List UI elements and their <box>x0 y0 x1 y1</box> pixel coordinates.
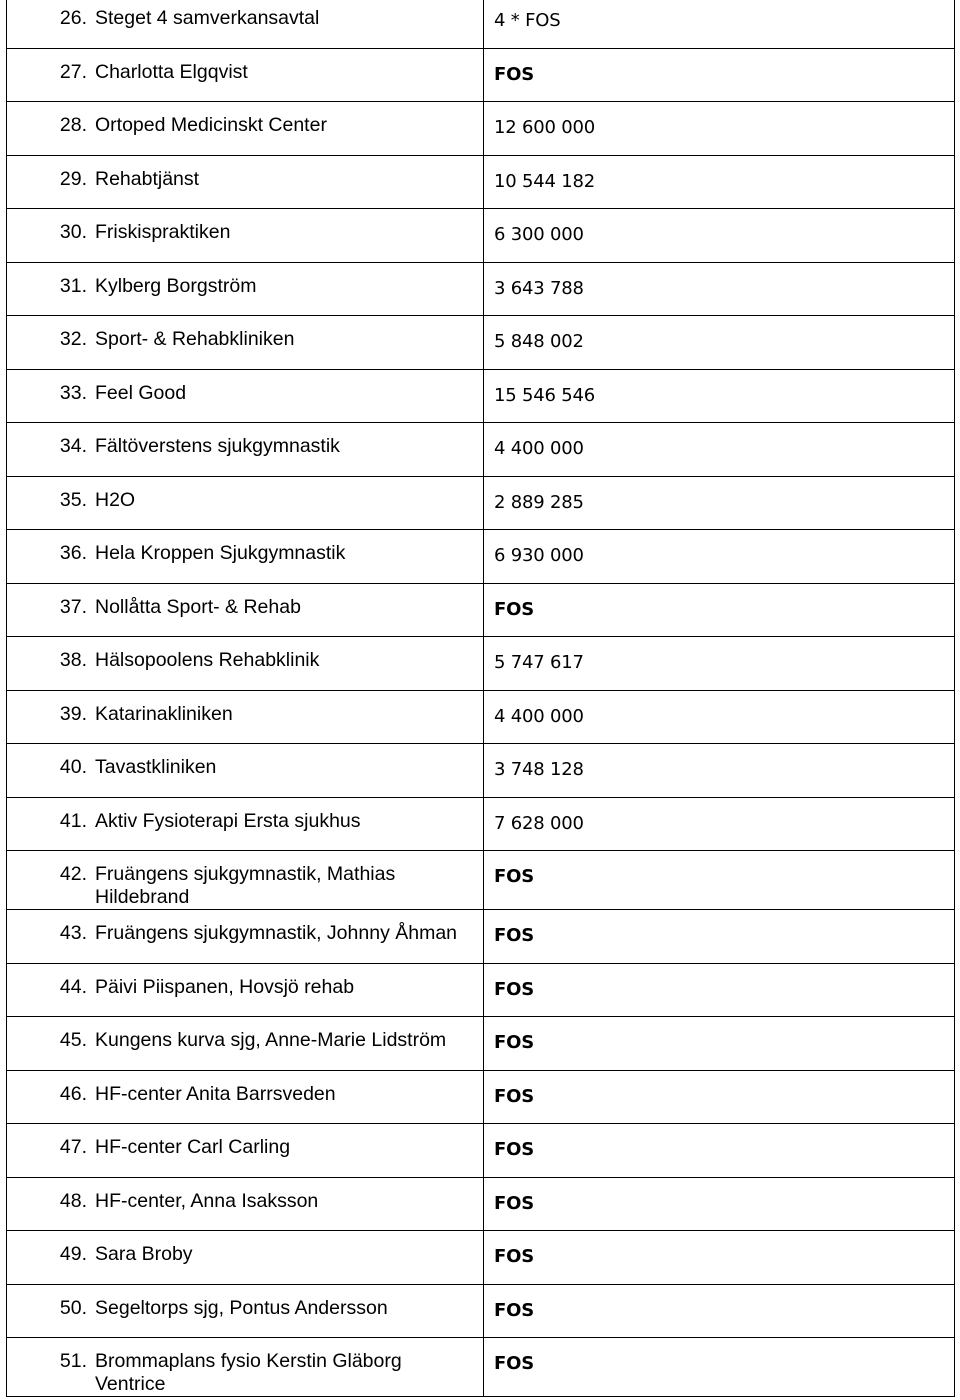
provider-entry <box>7 744 483 779</box>
amount-value: FOS <box>494 1192 534 1214</box>
provider-name: H2O <box>95 488 136 511</box>
provider-name: HF-center Carl Carling <box>95 1136 291 1158</box>
row-number: 50. <box>59 1296 87 1319</box>
provider-name: Hälsopoolens Rehabklinik <box>95 649 320 671</box>
table-row <box>7 1017 955 1071</box>
provider-name: Aktiv Fysioterapi Ersta sjukhus <box>95 809 361 832</box>
amount-cell <box>484 262 955 316</box>
provider-name: HF-center, Anna Isaksson <box>95 1189 319 1212</box>
amount-value: 12 600 000 <box>494 117 596 138</box>
provider-entry <box>7 1124 483 1159</box>
amount-value: 6 930 000 <box>494 545 584 566</box>
amount-value: FOS <box>494 598 534 620</box>
amount-value: 5 747 617 <box>494 652 584 673</box>
amount-value: 4 * FOS <box>494 10 561 31</box>
amount-cell <box>484 1017 955 1071</box>
provider-name-cell <box>7 48 484 102</box>
amount-cell <box>484 583 955 637</box>
provider-name: Rehabtjänst <box>95 167 200 190</box>
amount-cell <box>484 637 955 691</box>
amount-cell <box>484 209 955 263</box>
amount-cell <box>484 1070 955 1124</box>
provider-entry <box>7 263 483 298</box>
row-number: 43. <box>59 922 87 944</box>
row-number: 27. <box>59 60 87 83</box>
amount-cell <box>484 963 955 1017</box>
amount-value: 4 400 000 <box>494 705 584 727</box>
row-number: 31. <box>59 274 87 297</box>
provider-name-cell <box>7 690 484 744</box>
amount-value: FOS <box>494 1353 534 1374</box>
row-number: 30. <box>59 221 87 243</box>
amount-cell <box>484 316 955 370</box>
provider-name-cell <box>7 797 484 851</box>
provider-entry <box>7 798 483 833</box>
provider-name: Segeltorps sjg, Pontus Andersson <box>95 1296 388 1319</box>
row-number: 34. <box>59 435 87 457</box>
table-row <box>7 583 955 637</box>
provider-table-body <box>7 0 955 1397</box>
provider-name-cell <box>7 1338 484 1397</box>
table-row <box>7 963 955 1017</box>
provider-name-cell <box>7 851 484 910</box>
row-number: 29. <box>59 167 87 190</box>
provider-name: Sport- & Rehabkliniken <box>95 328 295 350</box>
provider-name: Katarinakliniken <box>95 702 233 725</box>
table-row <box>7 637 955 691</box>
table-row <box>7 851 955 910</box>
row-number: 51. <box>59 1350 87 1372</box>
provider-name: Friskispraktiken <box>95 221 231 243</box>
table-row <box>7 1284 955 1338</box>
provider-name-cell <box>7 963 484 1017</box>
amount-value: FOS <box>494 978 534 1000</box>
amount-value: 5 848 002 <box>494 331 584 352</box>
provider-entry <box>7 637 483 672</box>
row-number: 44. <box>59 975 87 998</box>
provider-name: Charlotta Elgqvist <box>95 60 248 83</box>
row-number: 42. <box>59 863 87 885</box>
provider-name-cell <box>7 1017 484 1071</box>
provider-entry <box>7 49 483 84</box>
provider-entry <box>7 423 483 458</box>
amount-cell <box>484 476 955 530</box>
provider-name: Fruängens sjukgymnastik, Johnny Åhman <box>95 922 458 944</box>
provider-entry <box>7 370 483 405</box>
amount-value: FOS <box>494 1085 534 1107</box>
provider-name: Fältöverstens sjukgymnastik <box>95 435 340 457</box>
amount-value: FOS <box>494 1032 534 1053</box>
amount-value: 3 748 128 <box>494 759 584 780</box>
table-row <box>7 690 955 744</box>
table-row <box>7 1338 955 1397</box>
amount-value: 4 400 000 <box>494 438 584 459</box>
amount-value: 10 544 182 <box>494 170 596 192</box>
provider-name: Brommaplans fysio Kerstin Gläborg Ventrice <box>95 1350 402 1395</box>
table-row <box>7 48 955 102</box>
provider-name-cell <box>7 583 484 637</box>
amount-value: 15 546 546 <box>494 384 596 406</box>
provider-name-cell <box>7 744 484 798</box>
provider-name-cell <box>7 316 484 370</box>
provider-name: HF-center Anita Barrsveden <box>95 1082 336 1105</box>
provider-name-cell <box>7 369 484 423</box>
provider-entry <box>7 477 483 512</box>
provider-name-cell <box>7 423 484 477</box>
provider-name: Fruängens sjukgymnastik, Mathias Hildebrand <box>95 863 396 908</box>
provider-name-cell <box>7 102 484 156</box>
provider-name-cell <box>7 637 484 691</box>
provider-name: Kungens kurva sjg, Anne-Marie Lidström <box>95 1029 447 1051</box>
provider-entry <box>7 851 483 909</box>
table-row <box>7 262 955 316</box>
row-number: 28. <box>59 114 87 136</box>
provider-entry <box>7 1338 483 1396</box>
amount-cell <box>484 1338 955 1397</box>
row-number: 37. <box>59 595 87 618</box>
provider-entry <box>7 691 483 726</box>
amount-value: FOS <box>494 925 534 946</box>
table-row <box>7 209 955 263</box>
row-number: 40. <box>59 756 87 778</box>
amount-value: FOS <box>494 1299 534 1321</box>
amount-value: FOS <box>494 63 534 85</box>
provider-entry <box>7 530 483 565</box>
provider-name: Ortoped Medicinskt Center <box>95 114 327 136</box>
provider-name: Feel Good <box>95 381 187 404</box>
amount-cell <box>484 48 955 102</box>
table-row <box>7 744 955 798</box>
provider-name: Kylberg Borgström <box>95 274 257 297</box>
provider-entry <box>7 316 483 351</box>
row-number: 45. <box>59 1029 87 1051</box>
provider-name-cell <box>7 476 484 530</box>
amount-cell <box>484 1177 955 1231</box>
provider-entry <box>7 1178 483 1213</box>
amount-value: FOS <box>494 1246 534 1267</box>
provider-name-cell <box>7 910 484 964</box>
provider-name-cell <box>7 1231 484 1285</box>
table-row <box>7 316 955 370</box>
table-row <box>7 1070 955 1124</box>
amount-cell <box>484 1124 955 1178</box>
amount-cell <box>484 1231 955 1285</box>
row-number: 35. <box>59 488 87 511</box>
amount-cell <box>484 423 955 477</box>
table-row <box>7 369 955 423</box>
provider-entry <box>7 910 483 945</box>
provider-table <box>6 0 955 1397</box>
amount-cell <box>484 910 955 964</box>
table-row <box>7 1231 955 1285</box>
table-row <box>7 155 955 209</box>
table-row <box>7 1124 955 1178</box>
amount-cell <box>484 690 955 744</box>
row-number: 46. <box>59 1082 87 1105</box>
table-row <box>7 797 955 851</box>
row-number: 48. <box>59 1189 87 1212</box>
amount-value: 2 889 285 <box>494 491 584 513</box>
table-row <box>7 530 955 584</box>
amount-value: 3 643 788 <box>494 277 584 299</box>
provider-name-cell <box>7 262 484 316</box>
row-number: 39. <box>59 702 87 725</box>
amount-value: 7 628 000 <box>494 812 584 834</box>
row-number: 32. <box>59 328 87 350</box>
provider-name: Päivi Piispanen, Hovsjö rehab <box>95 975 355 998</box>
provider-entry <box>7 209 483 244</box>
table-row <box>7 910 955 964</box>
table-row <box>7 1177 955 1231</box>
provider-entry <box>7 102 483 137</box>
amount-cell <box>484 369 955 423</box>
row-number: 33. <box>59 381 87 404</box>
amount-cell <box>484 0 955 48</box>
amount-value: 6 300 000 <box>494 224 584 245</box>
amount-cell <box>484 530 955 584</box>
row-number: 49. <box>59 1243 87 1265</box>
amount-cell <box>484 797 955 851</box>
provider-name-cell <box>7 155 484 209</box>
provider-name: Steget 4 samverkansavtal <box>95 7 320 29</box>
provider-entry <box>7 964 483 999</box>
provider-name-cell <box>7 0 484 48</box>
table-row <box>7 476 955 530</box>
row-number: 41. <box>59 809 87 832</box>
amount-cell <box>484 1284 955 1338</box>
provider-entry <box>7 1071 483 1106</box>
provider-name-cell <box>7 530 484 584</box>
row-number: 47. <box>59 1136 87 1158</box>
provider-name: Hela Kroppen Sjukgymnastik <box>95 542 346 564</box>
provider-entry <box>7 1285 483 1320</box>
provider-entry <box>7 0 483 30</box>
provider-name-cell <box>7 209 484 263</box>
provider-name-cell <box>7 1177 484 1231</box>
amount-cell <box>484 102 955 156</box>
provider-entry <box>7 584 483 619</box>
provider-name: Sara Broby <box>95 1243 193 1265</box>
provider-name-cell <box>7 1070 484 1124</box>
provider-entry <box>7 1017 483 1052</box>
provider-name-cell <box>7 1284 484 1338</box>
table-row <box>7 102 955 156</box>
row-number: 26. <box>59 7 87 29</box>
amount-value: FOS <box>494 1139 534 1160</box>
table-row <box>7 423 955 477</box>
amount-cell <box>484 155 955 209</box>
provider-entry <box>7 1231 483 1266</box>
row-number: 38. <box>59 649 87 671</box>
table-row <box>7 0 955 48</box>
amount-cell <box>484 851 955 910</box>
provider-entry <box>7 156 483 191</box>
amount-value: FOS <box>494 866 534 887</box>
row-number: 36. <box>59 542 87 564</box>
provider-name-cell <box>7 1124 484 1178</box>
amount-cell <box>484 744 955 798</box>
provider-name: Nollåtta Sport- & Rehab <box>95 595 301 618</box>
provider-name: Tavastkliniken <box>95 756 217 778</box>
